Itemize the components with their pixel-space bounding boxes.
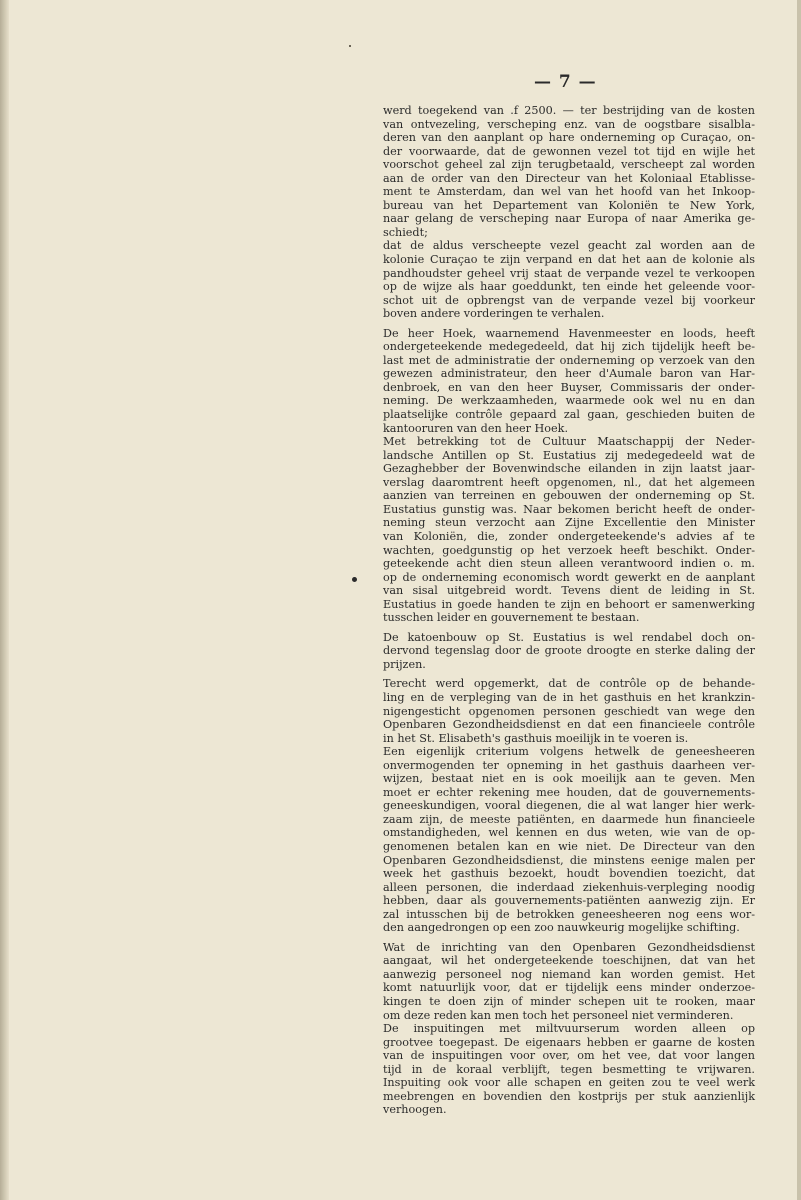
text-line: denbroek, en van den heer Buyser, Commissaris der onder- [383, 380, 755, 394]
text-line: werd toegekend van .f 2500. — ter bestrijding van de kosten [383, 104, 755, 117]
text-line: nigengesticht opgenomen personen geschiedt van wege den [383, 704, 755, 718]
paragraph [383, 435, 755, 625]
paragraph [383, 327, 755, 435]
text-line: der voorwaarde, dat de gewonnen vezel tot tijd en wijle het [383, 144, 755, 158]
text-line: aan de order van den Directeur van het Koloniaal Etablisse- [383, 171, 755, 185]
text-line: Gezaghebber der Bovenwindsche eilanden in zijn laatst jaar- [383, 462, 755, 476]
text-line: schot uit de opbrengst van de verpande vezel bij voorkeur [383, 293, 755, 307]
text-line: pandhoudster geheel vrij staat de verpande vezel te verkoopen [383, 266, 755, 280]
text-line: kolonie Curaçao te zijn verpand en dat het aan de kolonie als [383, 253, 755, 267]
text-line: neming steun verzocht aan Zijne Excellentie den Minister [383, 516, 755, 530]
paragraph [383, 239, 755, 320]
paragraph [383, 1022, 755, 1117]
text-line: bureau van het Departement van Koloniën te New York, [383, 198, 755, 212]
text-line: grootvee toegepast. De eigenaars hebben er gaarne de kosten [383, 1035, 755, 1049]
text-line: kantooruren van den heer Hoek. [383, 421, 568, 435]
text-line: Een eigenlijk criterium volgens hetwelk de geneesheeren [383, 745, 755, 759]
text-line: van ontvezeling, verscheping enz. van de oogstbare sisalbla- [383, 117, 755, 131]
text-line: komt natuurlijk voor, dat er tijdelijk eens minder onderzoe- [383, 981, 755, 995]
text-line: alleen personen, die inderdaad ziekenhuis-verpleging noodig [383, 880, 755, 894]
text-line: van sisal uitgebreid wordt. Tevens dient de leiding in St. [383, 584, 755, 598]
text-line: week het gasthuis bezoekt, houdt bovendien toezicht, dat [383, 867, 755, 881]
text-line: voorschot geheel zal zijn terugbetaald, verscheept zal worden [383, 158, 755, 172]
text-line: dervond tegenslag door de groote droogte en sterke daling der [383, 644, 755, 658]
text-line: aangaat, wil het ondergeteekende toeschijnen, dat van het [383, 954, 755, 968]
paragraph [383, 941, 755, 1022]
text-line: aanwezig personeel nog niemand kan worden gemist. Het [383, 967, 755, 981]
text-line: zal intusschen bij de betrokken geneesheeren nog eens wor- [383, 907, 755, 921]
text-line: De inspuitingen met miltvuurserum worden alleen op [383, 1022, 755, 1036]
text-line: kingen te doen zijn of minder schepen uit te rooken, maar [383, 995, 755, 1008]
text-line: genomenen betalen kan en wie niet. De Directeur van den [383, 839, 755, 853]
paragraph [383, 104, 755, 239]
text-line: De katoenbouw op St. Eustatius is wel rendabel doch on- [383, 630, 755, 644]
text-line: gewezen administrateur, den heer d'Aumale baron van Har- [383, 367, 755, 381]
text-line: De heer Hoek, waarnemend Havenmeester en loods, heeft [383, 326, 755, 340]
text-line: verhoogen. [383, 1103, 447, 1117]
paper-speck [349, 45, 351, 47]
text-line: boven andere vorderingen te verhalen. [383, 307, 605, 321]
text-line: aanzien van terreinen en gebouwen der onderneming op St. [383, 489, 755, 503]
text-line: meebrengen en bovendien den kostprijs per stuk aanzienlijk [383, 1089, 755, 1103]
text-line: ondergeteekende medegedeeld, dat hij zich tijdelijk heeft be- [383, 340, 755, 354]
text-line: in het St. Elisabeth's gasthuis moeilijk in te voeren is. [383, 731, 689, 745]
text-line: geneeskundigen, vooral diegenen, die al wat langer hier werk- [383, 799, 755, 813]
text-line: naar gelang de verscheping naar Europa of naar Amerika ge- [383, 212, 755, 226]
text-line: tijd in de koraal verblijft, tegen besmetting te vrijwaren. [383, 1062, 755, 1076]
text-line: Wat de inrichting van den Openbaren Gezondheidsdienst [383, 940, 755, 954]
page-left-edge [0, 0, 9, 1200]
text-line: Inspuiting ook voor alle schapen en geiten zou te veel werk [383, 1076, 755, 1090]
paragraph [383, 745, 755, 935]
text-line: plaatselijke contrôle gepaard zal gaan, geschieden buiten de [383, 408, 755, 422]
text-line: last met de administratie der onderneming op verzoek van den [383, 353, 755, 367]
page-number: — 7 — [534, 72, 597, 92]
text-line: ment te Amsterdam, dan wel van het hoofd van het Inkoop- [383, 185, 755, 199]
text-line: dat de aldus verscheepte vezel geacht zal worden aan de [383, 239, 755, 253]
text-line: geteekende acht dien steun alleen verantwoord indien o. m. [383, 557, 755, 571]
margin-dot-mark [352, 577, 357, 582]
text-line: wachten, goedgunstig op het verzoek heeft beschikt. Onder- [383, 543, 755, 557]
text-line: onvermogenden ter opneming in het gasthuis daarheen ver- [383, 758, 755, 772]
text-line: om deze reden kan men toch het personeel niet verminderen. [383, 1008, 734, 1022]
text-line: van de inspuitingen voor over, om het vee, dat voor langen [383, 1049, 755, 1063]
text-line: Eustatius gunstig was. Naar bekomen bericht heeft de onder- [383, 502, 755, 516]
text-line: deren van den aanplant op hare onderneming op Curaçao, on- [383, 131, 755, 145]
text-line: wijzen, bestaat niet en is ook moeilijk aan te geven. Men [383, 772, 755, 786]
text-line: Openbaren Gezondheidsdienst en dat een financieele contrôle [383, 718, 755, 732]
text-line: op de onderneming economisch wordt gewerkt en de aanplant [383, 570, 755, 584]
paragraph [383, 631, 755, 672]
text-line: Terecht werd opgemerkt, dat de contrôle op de behande- [383, 677, 755, 691]
text-line: omstandigheden, wel kennen en dus weten, wie van de op- [383, 826, 755, 840]
text-line: Met betrekking tot de Cultuur Maatschappij der Neder- [383, 435, 755, 449]
text-line: Openbaren Gezondheidsdienst, die minstens eenige malen per [383, 853, 755, 867]
text-line: landsche Antillen op St. Eustatius zij medegedeeld wat de [383, 448, 755, 462]
text-line: moet er echter rekening mee houden, dat de gouvernements- [383, 785, 755, 799]
text-line: prijzen. [383, 657, 426, 671]
page-right-edge [797, 0, 801, 1200]
text-line: van Koloniën, die, zonder ondergeteekende's advies af te [383, 529, 755, 543]
text-line: den aangedrongen op een zoo nauwkeurig mogelijke schifting. [383, 921, 740, 935]
text-line: tusschen leider en gouvernement te bestaan. [383, 611, 640, 625]
text-line: Eustatius in goede handen te zijn en behoort er samenwerking [383, 597, 755, 611]
text-line: hebben, daar als gouvernements-patiënten aanwezig zijn. Er [383, 894, 755, 908]
text-line: zaam zijn, de meeste patiënten, en daarmede hun financieele [383, 812, 755, 826]
text-line: verslag daaromtrent heeft opgenomen, nl., dat het algemeen [383, 475, 755, 489]
paragraph [383, 677, 755, 745]
body-text [383, 104, 755, 1117]
text-line: schiedt; [383, 225, 428, 239]
text-line: ling en de verpleging van de in het gasthuis en het krankzin- [383, 690, 755, 704]
text-line: op de wijze als haar goeddunkt, ten einde het geleende voor- [383, 280, 755, 294]
text-line: neming. De werkzaamheden, waarmede ook wel nu en dan [383, 394, 755, 408]
